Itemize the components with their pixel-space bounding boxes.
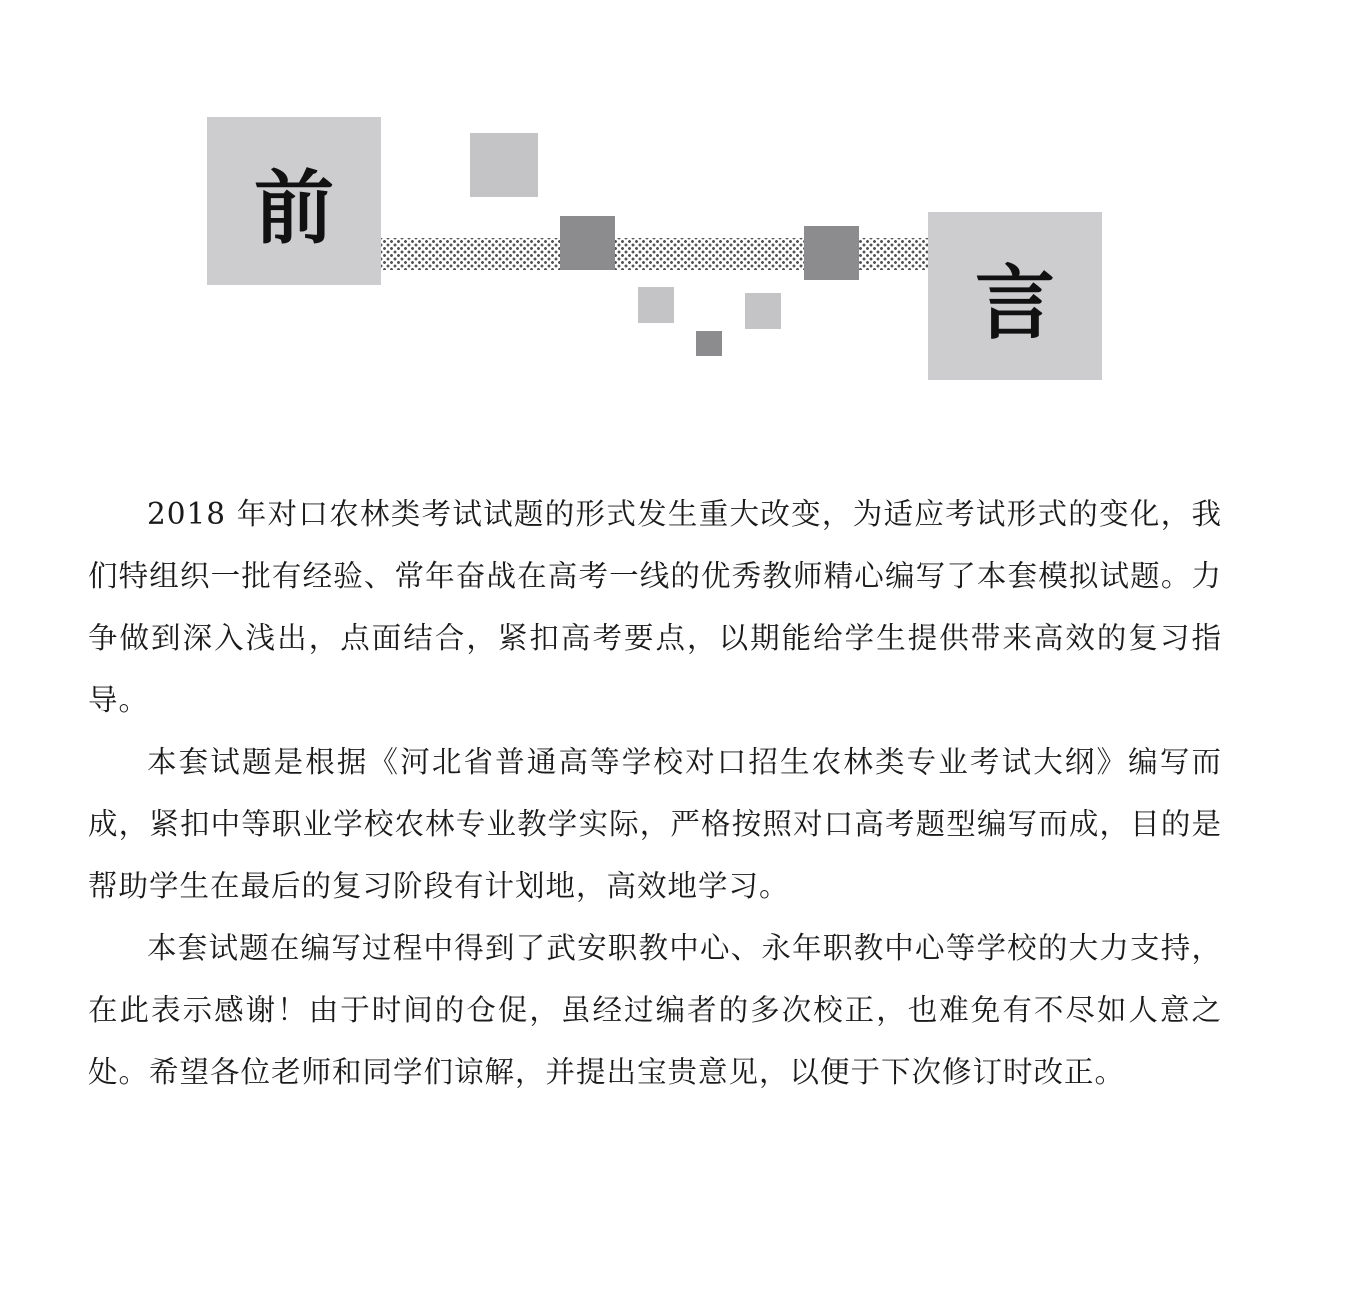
paragraph-2: 本套试题是根据《河北省普通高等学校对口招生农林类专业考试大纲》编写而成，紧扣中等职业学校农林专业教学实际，严格按照对口高考题型编写而成，目的是帮助学生在最后的复习阶段有计划地，高效地学习。 bbox=[88, 745, 1222, 903]
decorative-square bbox=[638, 287, 674, 323]
title-char-box-2 bbox=[928, 212, 1102, 380]
decorative-square bbox=[470, 133, 538, 197]
decorative-square bbox=[696, 331, 722, 356]
preface-banner bbox=[0, 0, 1369, 420]
title-char-yan: 言 bbox=[975, 256, 1055, 350]
decorative-square bbox=[745, 293, 781, 329]
decorative-square bbox=[560, 216, 615, 270]
title-char-qian: 前 bbox=[254, 161, 334, 255]
paragraph-3: 本套试题在编写过程中得到了武安职教中心、永年职教中心等学校的大力支持，在此表示感谢！由于时间的仓促，虽经过编者的多次校正，也难免有不尽如人意之处。希望各位老师和同学们谅解，并提出宝贵意见，以便于下次修订时改正。 bbox=[88, 931, 1222, 1089]
preface-body bbox=[88, 483, 1222, 1103]
decorative-square bbox=[804, 226, 859, 280]
paragraph-1: 2018 年对口农林类考试试题的形式发生重大改变，为适应考试形式的变化，我们特组织一批有经验、常年奋战在高考一线的优秀教师精心编写了本套模拟试题。力争做到深入浅出，点面结合，紧扣高考要点，以期能给学生提供带来高效的复习指导。 bbox=[88, 497, 1222, 717]
title-char-box-1 bbox=[207, 117, 381, 285]
